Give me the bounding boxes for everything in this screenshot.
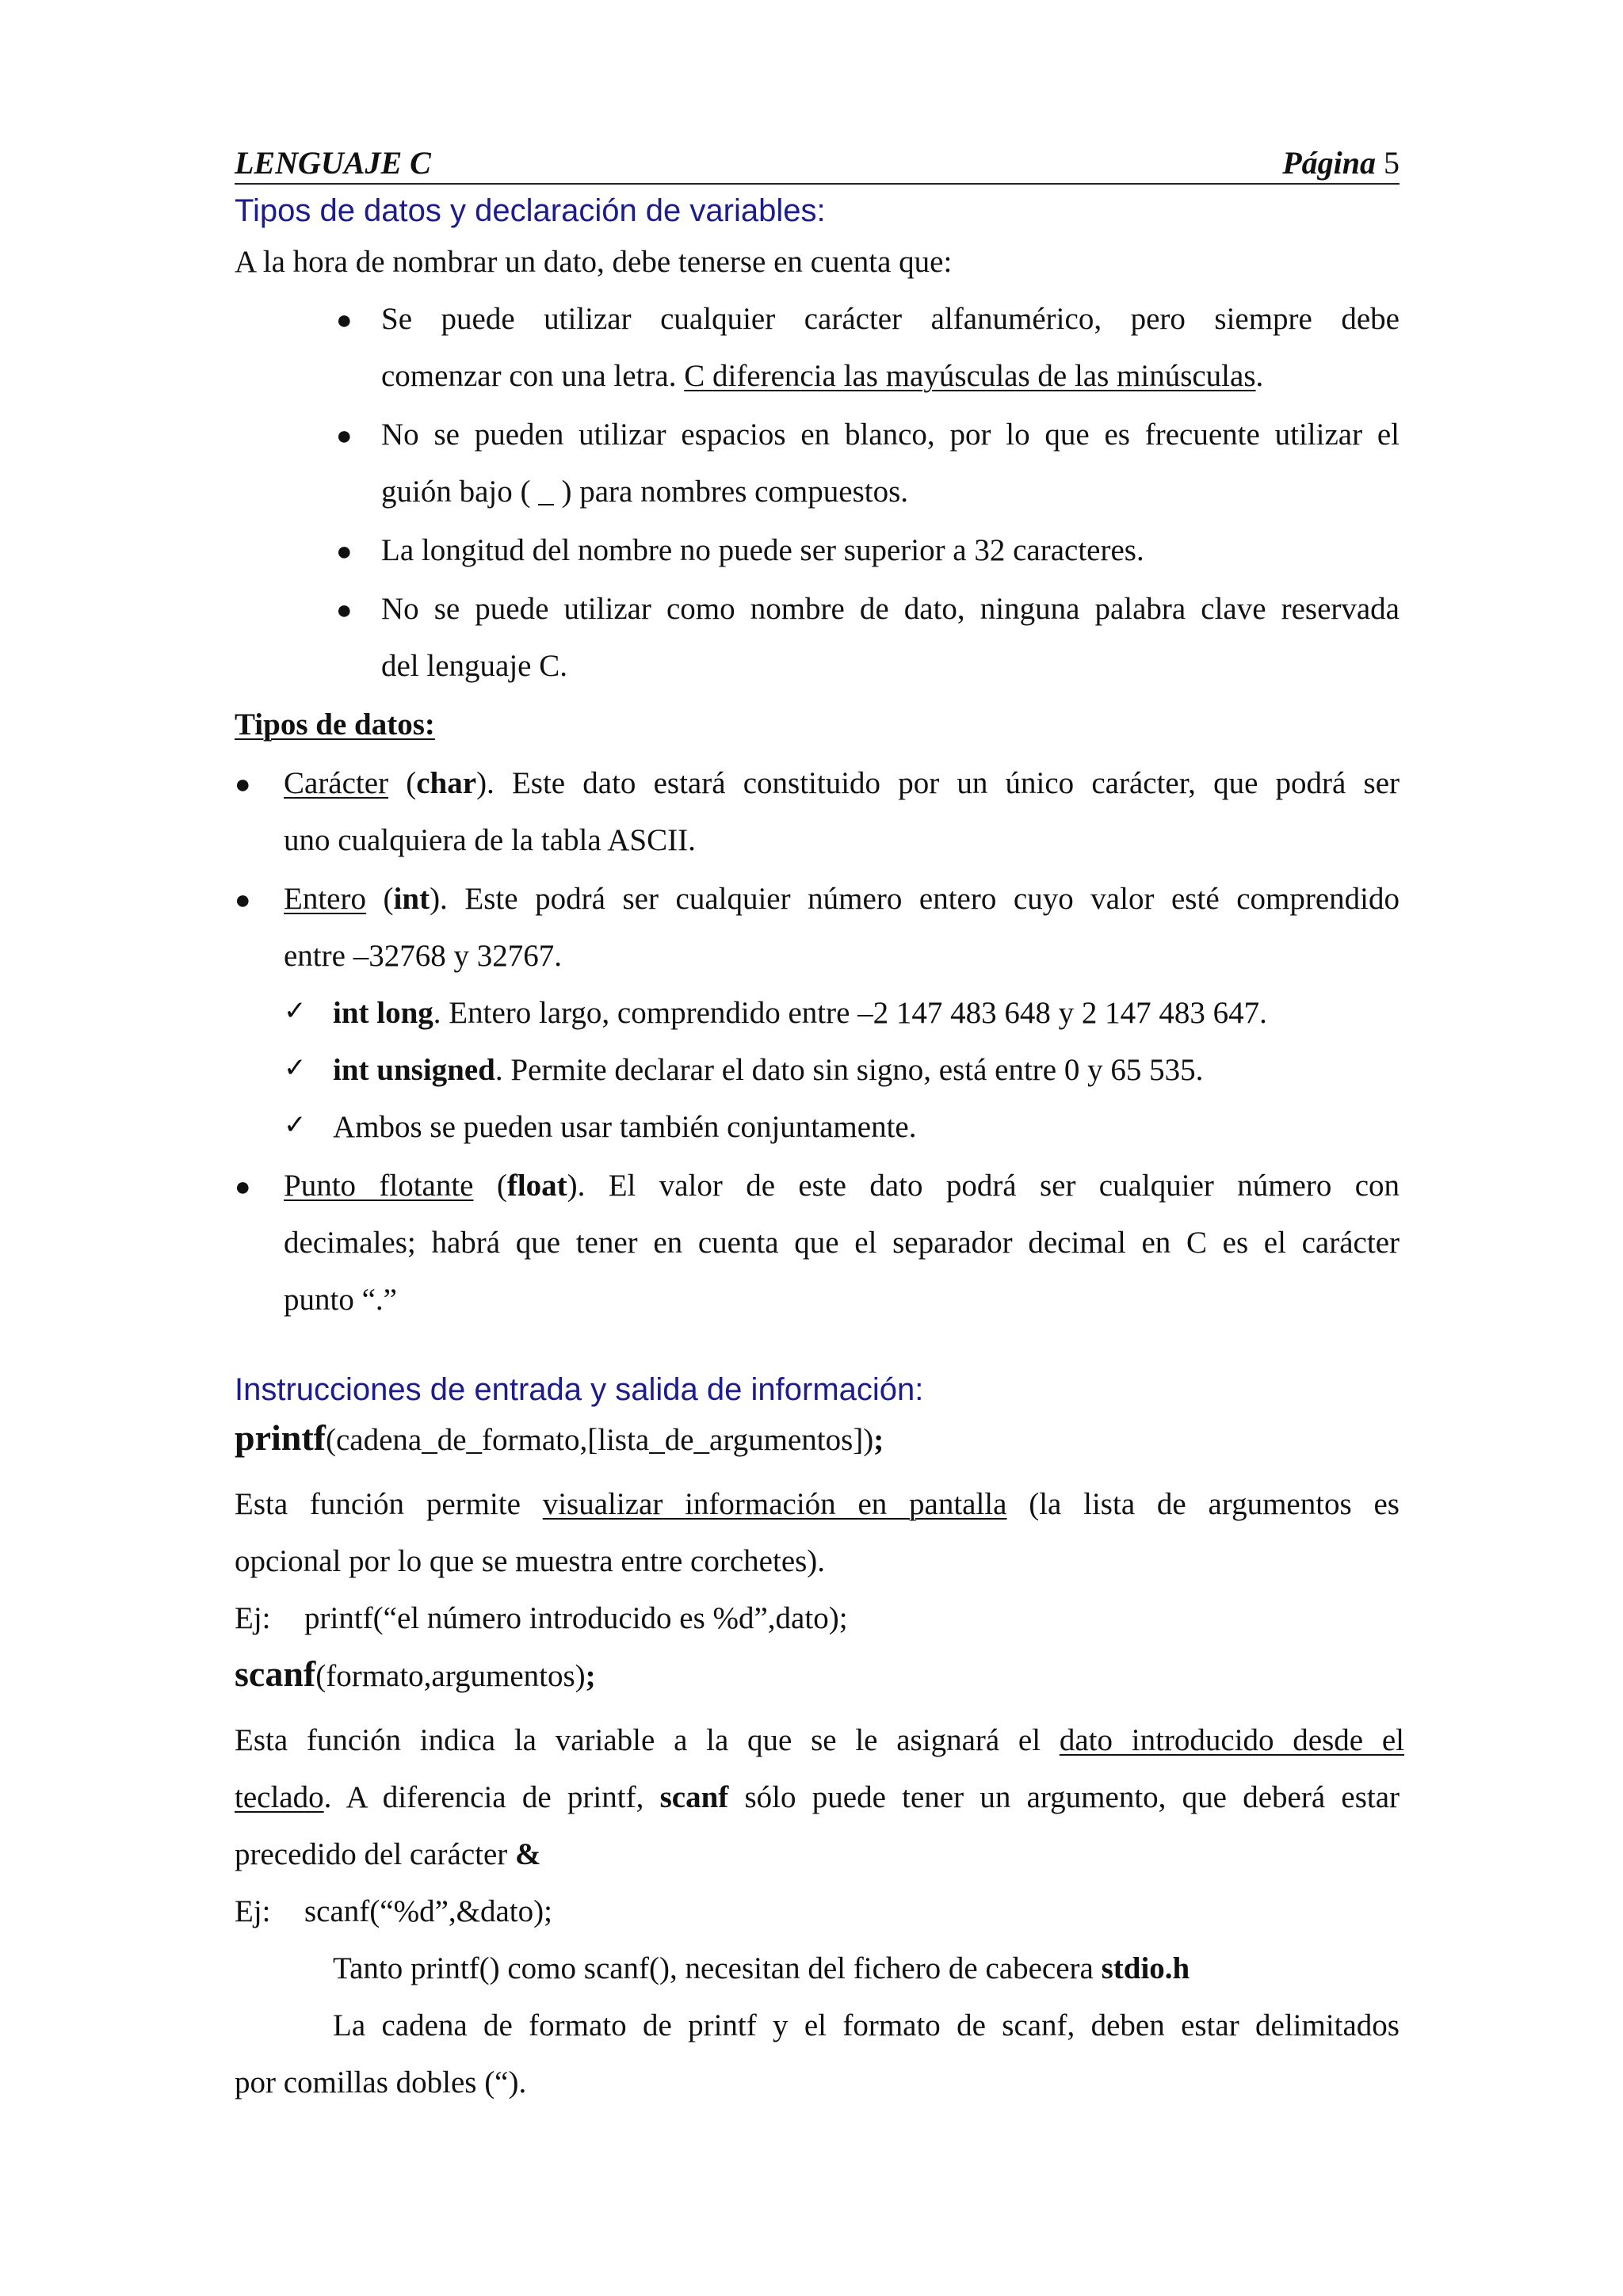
type-char-line-1: Carácter (char). Este dato estará constituido por un único carácter, que podrá ser <box>284 766 1400 800</box>
printf-example-code: printf(“el número introducido es %d”,dato); <box>304 1601 848 1635</box>
page-label: Página <box>1282 145 1376 181</box>
scanf-name: scanf <box>235 1653 316 1694</box>
checkmark-icon: ✓ <box>284 1109 307 1141</box>
page-header <box>235 139 1400 185</box>
header-file-note: Tanto printf() como scanf(), necesitan del fichero de cabecera stdio.h <box>333 1951 1190 1985</box>
rule-2-line-1: No se pueden utilizar espacios en blanco, por lo que es frecuente utilizar el <box>381 418 1400 452</box>
types-heading: Tipos de datos: <box>235 707 435 742</box>
bullet-icon: ● <box>336 537 353 566</box>
rule-4-line-1: No se puede utilizar como nombre de dato, ninguna palabra clave reservada <box>381 592 1400 626</box>
int-both-item: Ambos se pueden usar también conjuntamente. <box>333 1110 917 1144</box>
scanf-signature: scanf(formato,argumentos); <box>235 1653 596 1694</box>
type-int-line-2: entre –32768 y 32767. <box>284 939 562 973</box>
bullet-icon: ● <box>235 886 251 915</box>
checkmark-icon: ✓ <box>284 995 307 1027</box>
printf-signature: printf(cadena_de_formato,[lista_de_argumentos]); <box>235 1417 884 1458</box>
scanf-desc-line-2: teclado. A diferencia de printf, scanf sólo puede tener un argumento, que deberá estar <box>235 1780 1400 1814</box>
section-title-io: Instrucciones de entrada y salida de información: <box>235 1372 924 1407</box>
bullet-icon: ● <box>336 596 353 625</box>
scanf-example: Ej: <box>235 1894 271 1928</box>
checkmark-icon: ✓ <box>284 1052 307 1084</box>
int-unsigned-item: int unsigned. Permite declarar el dato sin signo, está entre 0 y 65 535. <box>333 1053 1204 1087</box>
printf-name: printf <box>235 1417 326 1458</box>
bullet-icon: ● <box>235 770 251 799</box>
keyword-int: int <box>393 882 430 916</box>
section-title-data-types: Tipos de datos y declaración de variables: <box>235 193 826 228</box>
printf-desc-line-1: Esta función permite visualizar información en pantalla (la lista de argumentos es <box>235 1487 1400 1521</box>
intro-text: A la hora de nombrar un dato, debe tenerse en cuenta que: <box>235 245 953 279</box>
case-sensitivity-note: C diferencia las mayúsculas de las minúsculas <box>684 359 1256 393</box>
type-char-line-2: uno cualquiera de la tabla ASCII. <box>284 823 696 857</box>
format-note-line-1: La cadena de formato de printf y el formato de scanf, deben estar delimitados <box>333 2008 1400 2042</box>
header-title: LENGUAJE C <box>235 145 431 181</box>
scanf-desc-line-3: precedido del carácter & <box>235 1837 541 1871</box>
rule-1-line-2: comenzar con una letra. C diferencia las mayúsculas de las minúsculas. <box>381 359 1264 393</box>
keyword-char: char <box>416 766 477 800</box>
rule-4-line-2: del lenguaje C. <box>381 649 568 683</box>
scanf-example-code: scanf(“%d”,&dato); <box>304 1894 552 1928</box>
printf-example: Ej: <box>235 1601 271 1635</box>
header-page-number <box>1282 144 1400 181</box>
type-float-line-3: punto “.” <box>284 1283 397 1317</box>
scanf-desc-line-1: Esta función indica la variable a la que se le asignará el dato introducido desde el <box>235 1723 1404 1757</box>
type-float-line-1: Punto flotante (float). El valor de este dato podrá ser cualquier número con <box>284 1169 1400 1203</box>
type-float-line-2: decimales; habrá que tener en cuenta que el separador decimal en C es el carácter <box>284 1226 1400 1260</box>
bullet-icon: ● <box>336 306 353 335</box>
rule-1-line-1: Se puede utilizar cualquier carácter alfanumérico, pero siempre debe <box>381 302 1400 336</box>
type-int-line-1: Entero (int). Este podrá ser cualquier número entero cuyo valor esté comprendido <box>284 882 1400 916</box>
format-note-line-2: por comillas dobles (“). <box>235 2065 527 2100</box>
page-number: 5 <box>1384 145 1400 181</box>
printf-desc-line-2: opcional por lo que se muestra entre corchetes). <box>235 1544 826 1578</box>
keyword-float: float <box>506 1169 567 1203</box>
rule-3: La longitud del nombre no puede ser superior a 32 caracteres. <box>381 533 1144 567</box>
int-long-item: int long. Entero largo, comprendido entre –2 147 483 648 y 2 147 483 647. <box>333 996 1267 1030</box>
bullet-icon: ● <box>336 421 353 451</box>
bullet-icon: ● <box>235 1173 251 1202</box>
rule-2-line-2: guión bajo ( _ ) para nombres compuestos. <box>381 475 909 509</box>
